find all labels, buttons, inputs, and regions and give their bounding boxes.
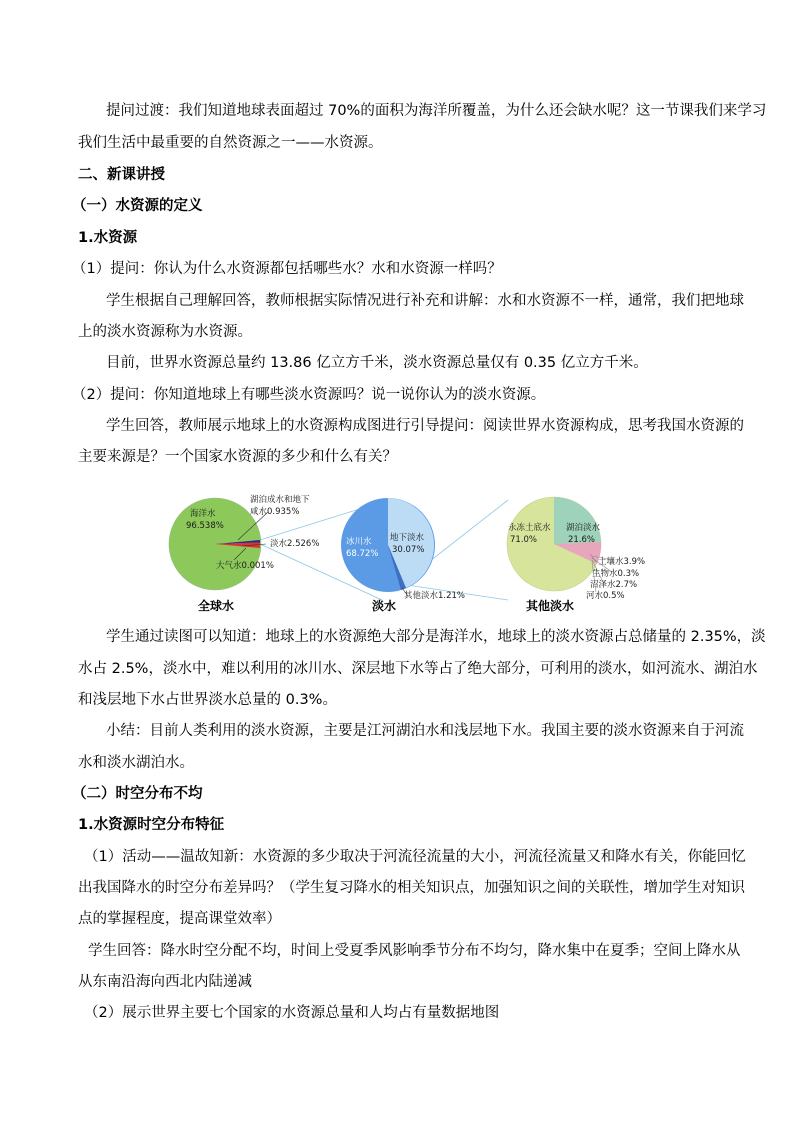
caption-freshwater: 淡水: [372, 599, 397, 613]
item-heading-distribution-features: 1.水资源时空分布特征: [78, 817, 225, 833]
label-soil-water: 土壤水3.9%: [598, 557, 646, 567]
caption-other-freshwater: 其他淡水: [526, 599, 575, 613]
label-biological-water: 生物水0.3%: [592, 569, 640, 579]
subsection-heading-definition: （一）水资源的定义: [72, 198, 203, 214]
paragraph-summary-line1: 小结：目前人类利用的淡水资源，主要是江河湖泊水和浅层地下水。我国主要的淡水资源来自于河流: [106, 723, 744, 739]
paragraph-answer-2-line1: 学生回答，教师展示地球上的水资源构成图进行引导提问：阅读世界水资源构成，思考我国水资源的: [106, 418, 744, 434]
paragraph-intro-line2: 我们生活中最重要的自然资源之一——水资源。: [78, 135, 383, 151]
value-saline-lake-groundwater: 咸水0.935%: [250, 507, 300, 517]
paragraph-activity-line2: 出我国降水的时空分布差异吗？（学生复习降水的相关知识点，加强知识之间的关联性，增加学生对知识: [78, 880, 745, 896]
section-heading-new-lesson: 二、新课讲授: [78, 167, 165, 183]
paragraph-question-1: （1）提问：你认为什么水资源都包括哪些水？水和水资源一样吗？: [72, 261, 502, 277]
label-permafrost-water: 永冻土底水: [508, 523, 551, 533]
label-other-freshwater: 其他淡水1.21%: [404, 591, 466, 601]
pie-other-freshwater: [507, 497, 645, 613]
label-river-water: 河水0.5%: [586, 591, 625, 601]
label-freshwater: 淡水2.526%: [270, 539, 320, 549]
paragraph-reading-line3: 和浅层地下水占世界淡水总量的 0.3%。: [78, 692, 337, 708]
paragraph-activity-line3: 点的掌握程度，提高课堂效率）: [78, 911, 281, 927]
pie-freshwater: [341, 498, 465, 613]
paragraph-intro-line1: 提问过渡：我们知道地球表面超过 70%的面积为海洋所覆盖，为什么还会缺水呢？这一节课我们来学习: [106, 103, 767, 119]
subsection-heading-distribution: （二）时空分布不均: [72, 786, 203, 802]
paragraph-answer-2-line2: 主要来源是？一个国家水资源的多少和什么有关？: [78, 449, 397, 465]
value-permafrost-water: 71.0%: [510, 535, 538, 545]
paragraph-question-2: （2）提问：你知道地球上有哪些淡水资源吗？说一说你认为的淡水资源。: [72, 387, 546, 403]
paragraph-total-amount: 目前，世界水资源总量约 13.86 亿立方千米，淡水资源总量仅有 0.35 亿立方千米。: [106, 355, 648, 371]
paragraph-student-answer-line2: 从东南沿海向西北内陆递减: [78, 974, 252, 990]
pie-global-water: [169, 494, 319, 613]
label-glacier-water: 冰川水: [346, 537, 372, 547]
water-composition-figure: [150, 488, 670, 616]
paragraph-student-answer-line1: 学生回答：降水时空分配不均，时间上受夏季风影响季节分布不均匀，降水集中在夏季；空间上降水从: [88, 943, 741, 959]
label-ocean-water: 海洋水: [190, 509, 216, 519]
value-glacier-water: 68.72%: [346, 549, 379, 559]
label-lake-freshwater: 湖泊淡水: [566, 523, 601, 533]
paragraph-show-map: （2）展示世界主要七个国家的水资源总量和人均占有量数据地图: [84, 1005, 500, 1021]
value-lake-freshwater: 21.6%: [568, 535, 596, 545]
label-saline-lake-groundwater: 湖泊成水和地下: [250, 495, 310, 505]
value-groundwater: 30.07%: [392, 545, 425, 555]
caption-global-water: 全球水: [198, 599, 235, 613]
paragraph-reading-line2: 水占 2.5%，淡水中，难以利用的冰川水、深层地下水等占了绝大部分，可利用的淡水，如河流水、湖泊水: [78, 661, 758, 677]
label-swamp-water: 沼泽水2.7%: [590, 580, 638, 590]
paragraph-answer-1-line1: 学生根据自己理解回答，教师根据实际情况进行补充和讲解：水和水资源不一样，通常，我们把地球: [106, 293, 744, 309]
paragraph-activity-line1: （1）活动——温故知新：水资源的多少取决于河流径流量的大小，河流径流量又和降水有关，你能回忆: [84, 849, 746, 865]
label-groundwater: 地下淡水: [390, 533, 425, 543]
value-ocean-water: 96.538%: [186, 521, 224, 531]
paragraph-summary-line2: 水和淡水湖泊水。: [78, 755, 194, 771]
paragraph-reading-line1: 学生通过读图可以知道：地球上的水资源绝大部分是海洋水，地球上的淡水资源占总储量的 2.35%，淡: [106, 629, 766, 645]
label-atmospheric-water: 大气水0.001%: [216, 561, 274, 571]
paragraph-answer-1-line2: 上的淡水资源称为水资源。: [78, 324, 252, 340]
item-heading-water-resources: 1.水资源: [78, 230, 138, 246]
